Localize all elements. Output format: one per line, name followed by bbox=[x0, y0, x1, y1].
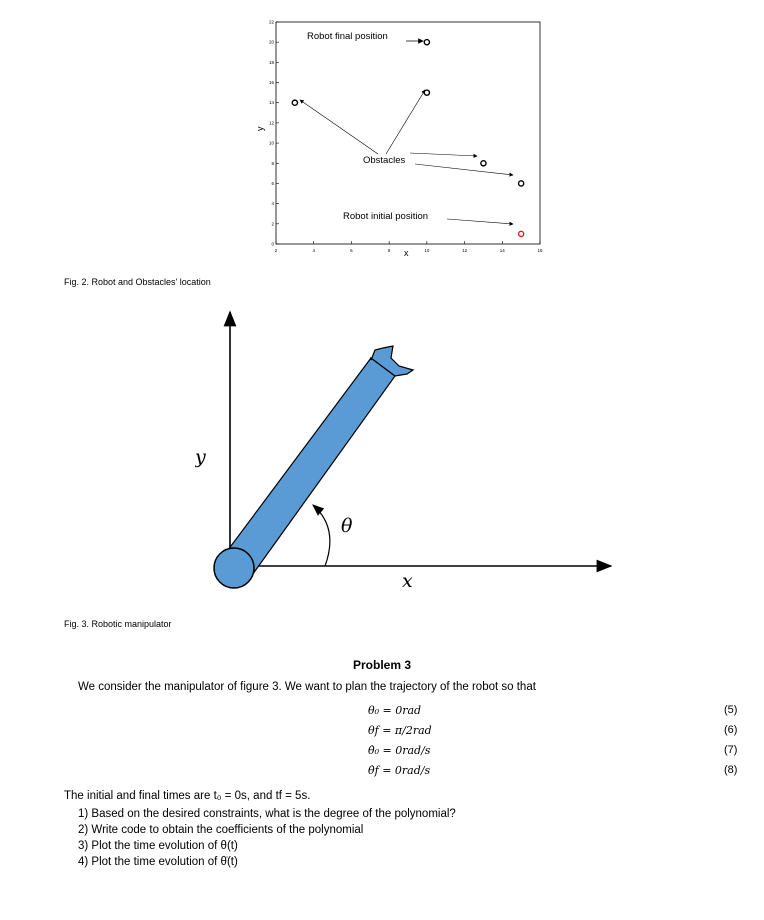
x-tick-label: 16 bbox=[537, 248, 543, 253]
y-tick-label: 10 bbox=[268, 140, 274, 146]
point-obstacle bbox=[424, 90, 429, 95]
annotation-final: Robot final position bbox=[307, 31, 388, 42]
robot-arm bbox=[214, 346, 413, 588]
equation-row bbox=[0, 744, 764, 762]
y-tick-label: 18 bbox=[268, 59, 274, 65]
point-final bbox=[424, 40, 429, 45]
arrow-obstacle-3 bbox=[410, 153, 477, 156]
equation-number: (6) bbox=[724, 724, 738, 736]
x-tick-label: 2 bbox=[274, 248, 278, 253]
time-constraints: The initial and final times are t₀ = 0s, and tf = 5s. bbox=[64, 790, 311, 802]
x-tick-label: 4 bbox=[312, 248, 315, 253]
theta-label: θ bbox=[341, 515, 353, 537]
y-tick-label: 8 bbox=[271, 160, 274, 166]
annotation-obstacles: Obstacles bbox=[363, 155, 406, 166]
question-item: 1) Based on the desired constraints, what is the degree of the polynomial? bbox=[78, 808, 456, 820]
arm-link bbox=[222, 358, 395, 578]
x-tick-label: 10 bbox=[424, 248, 430, 253]
x-axis-label: x bbox=[404, 248, 409, 258]
equation-number: (5) bbox=[724, 704, 738, 716]
y-tick-label: 6 bbox=[271, 180, 274, 186]
x-label: x bbox=[402, 570, 413, 592]
question-item: 2) Write code to obtain the coefficients of the polynomial bbox=[78, 824, 364, 836]
obstacle-location-chart bbox=[255, 14, 545, 264]
arrow-obstacle-4 bbox=[415, 164, 513, 175]
manipulator-diagram bbox=[195, 300, 625, 600]
equation-row bbox=[0, 704, 764, 722]
point-obstacle bbox=[292, 100, 297, 105]
question-item: 3) Plot the time evolution of θ(t) bbox=[78, 840, 238, 852]
data-points bbox=[292, 40, 523, 237]
figure-3-caption: Fig. 3. Robotic manipulator bbox=[64, 619, 172, 629]
equation-expr: θ̇₀ = 0rad/s bbox=[368, 744, 431, 757]
equation-number: (8) bbox=[724, 764, 738, 776]
arrow-obstacle-2 bbox=[386, 90, 425, 154]
y-tick-label: 2 bbox=[271, 221, 274, 227]
y-tick-label: 12 bbox=[268, 120, 274, 126]
equation-expr: θ₀ = 0rad bbox=[368, 704, 422, 717]
point-obstacle bbox=[519, 181, 524, 186]
y-tick-label: 16 bbox=[268, 80, 274, 86]
question-item: 4) Plot the time evolution of θ̇(t) bbox=[78, 856, 238, 868]
equation-expr: θf = π/2rad bbox=[368, 724, 432, 737]
y-tick-label: 20 bbox=[268, 39, 274, 45]
figure-2-caption: Fig. 2. Robot and Obstacles' location bbox=[64, 277, 211, 287]
y-tick-label: 0 bbox=[271, 241, 274, 247]
y-axis-label: y bbox=[255, 126, 265, 131]
arrow-obstacle-1 bbox=[300, 100, 378, 154]
point-obstacle bbox=[481, 161, 486, 166]
equation-row bbox=[0, 764, 764, 782]
y-tick-label: 4 bbox=[271, 201, 274, 207]
annotation-initial: Robot initial position bbox=[343, 211, 429, 222]
angle-arc bbox=[313, 505, 330, 566]
point-initial bbox=[519, 231, 524, 236]
problem-intro: We consider the manipulator of figure 3. We want to plan the trajectory of the robot so that bbox=[78, 681, 536, 693]
equation-number: (7) bbox=[724, 744, 738, 756]
y-tick-label: 14 bbox=[268, 100, 274, 106]
equation-row bbox=[0, 724, 764, 742]
x-tick-label: 14 bbox=[499, 248, 505, 253]
x-tick-label: 6 bbox=[350, 248, 353, 253]
x-tick-label: 12 bbox=[462, 248, 468, 253]
base-joint bbox=[214, 548, 254, 588]
arrow-initial bbox=[447, 219, 513, 224]
problem-title: Problem 3 bbox=[352, 658, 412, 672]
equation-expr: θ̇f = 0rad/s bbox=[368, 764, 431, 777]
x-tick-label: 8 bbox=[387, 248, 391, 253]
y-tick-label: 22 bbox=[268, 19, 274, 25]
y-label: y bbox=[195, 446, 206, 468]
